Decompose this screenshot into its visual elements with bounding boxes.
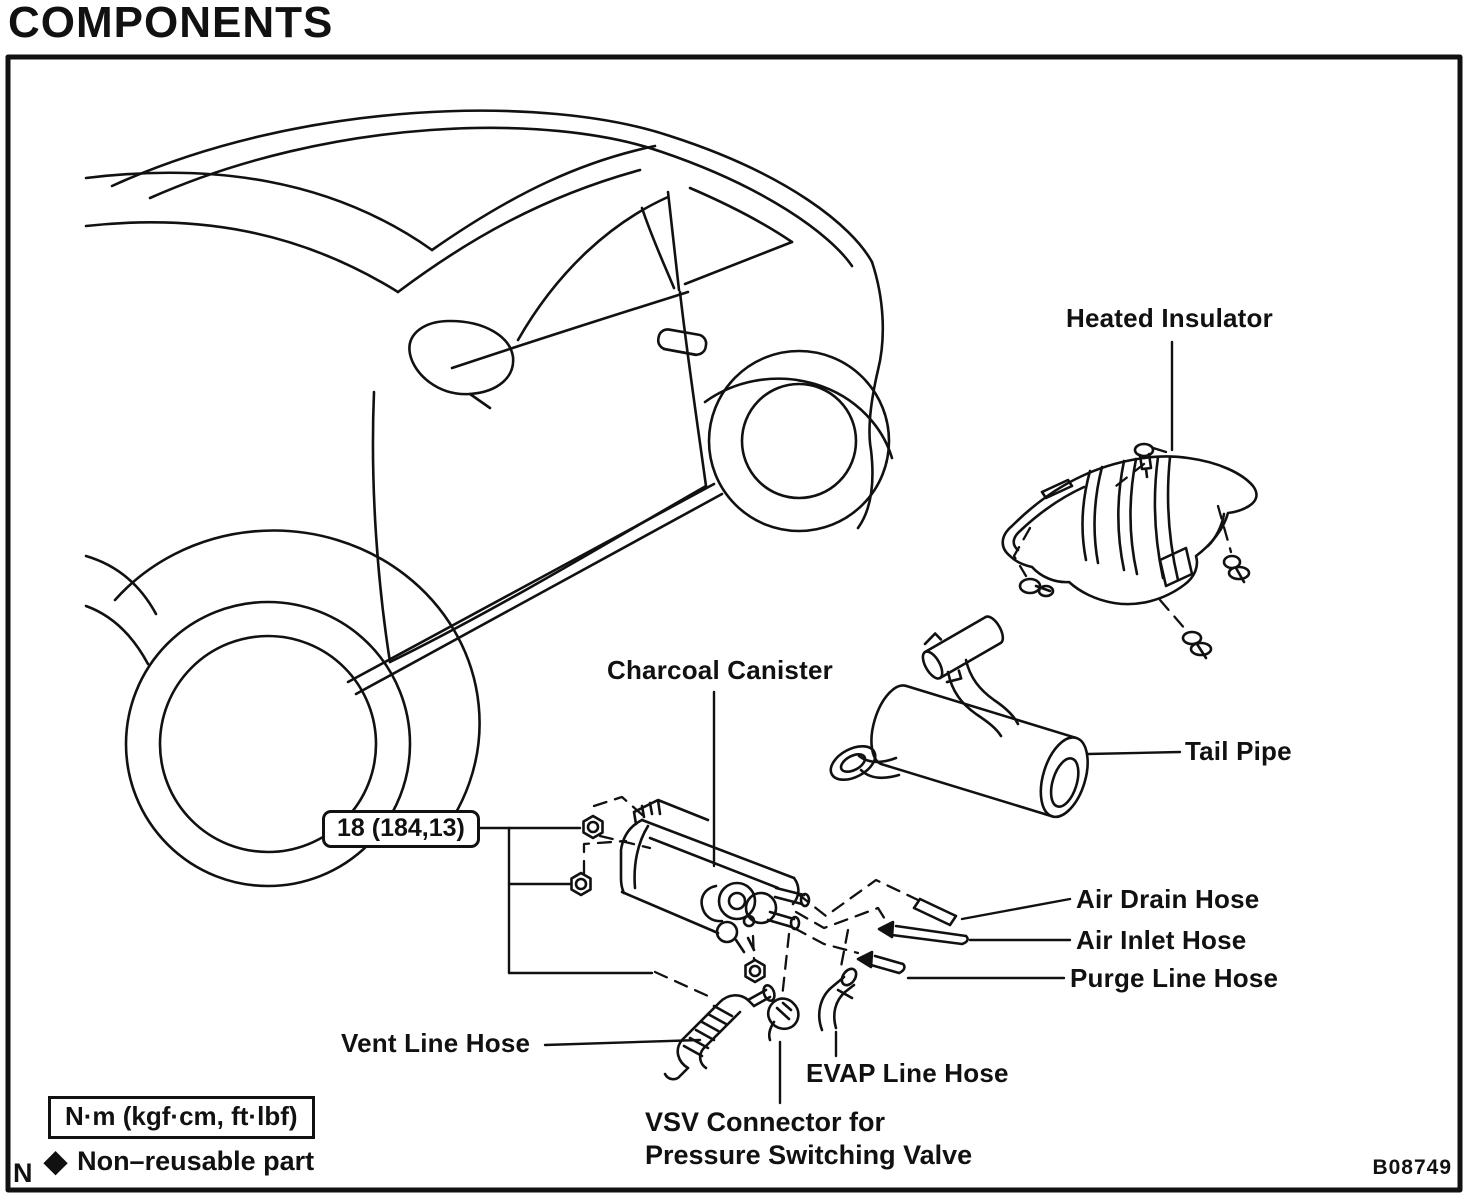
insulator-bolt-top [1135,444,1153,477]
vsv-line1: VSV Connector for [645,1107,886,1137]
mounting-nut-3 [746,960,765,982]
label-charcoal-canister: Charcoal Canister [607,655,833,685]
evap-line-hose-drawing [819,966,859,1030]
page-marker: N [13,1158,33,1188]
car-outline-drawing [86,111,892,886]
mounting-nut-2 [572,873,591,895]
vsv-connector-drawing [768,999,798,1040]
heated-insulator-drawing [1003,444,1257,658]
label-vsv-connector [645,1106,972,1172]
air-drain-hose-drawing [914,899,956,925]
diamond-icon: ◆ [44,1144,68,1178]
label-evap-line-hose: EVAP Line Hose [806,1058,1009,1088]
mounting-nut-1 [584,816,603,838]
label-purge-line-hose: Purge Line Hose [1070,963,1279,993]
insulator-bolt-right [1224,556,1249,582]
non-reusable-text: Non–reusable part [77,1146,315,1176]
label-heated-insulator: Heated Insulator [1066,303,1273,333]
vsv-line2: Pressure Switching Valve [645,1140,973,1170]
page-title: COMPONENTS [8,0,334,47]
figure-reference-number: B08749 [1372,1156,1452,1179]
label-air-inlet-hose: Air Inlet Hose [1076,925,1247,955]
air-inlet-hose-drawing [879,922,968,944]
vent-line-hose-drawing [665,984,776,1079]
non-reusable-legend [44,1146,314,1177]
tail-pipe-drawing [825,604,1096,823]
torque-spec-callout: 18 (184,13) [322,810,480,848]
torque-units-legend: N·m (kgf·cm, ft·lbf) [48,1096,315,1139]
label-tail-pipe: Tail Pipe [1185,736,1292,766]
insulator-bolt-bottom [1183,632,1211,658]
door-handle [657,328,708,356]
label-air-drain-hose: Air Drain Hose [1076,884,1260,914]
insulator-bolt-left [1020,579,1053,596]
label-vent-line-hose: Vent Line Hose [341,1028,531,1058]
purge-line-hose-drawing [858,952,904,973]
assembly-dashed-lines [584,447,1231,998]
